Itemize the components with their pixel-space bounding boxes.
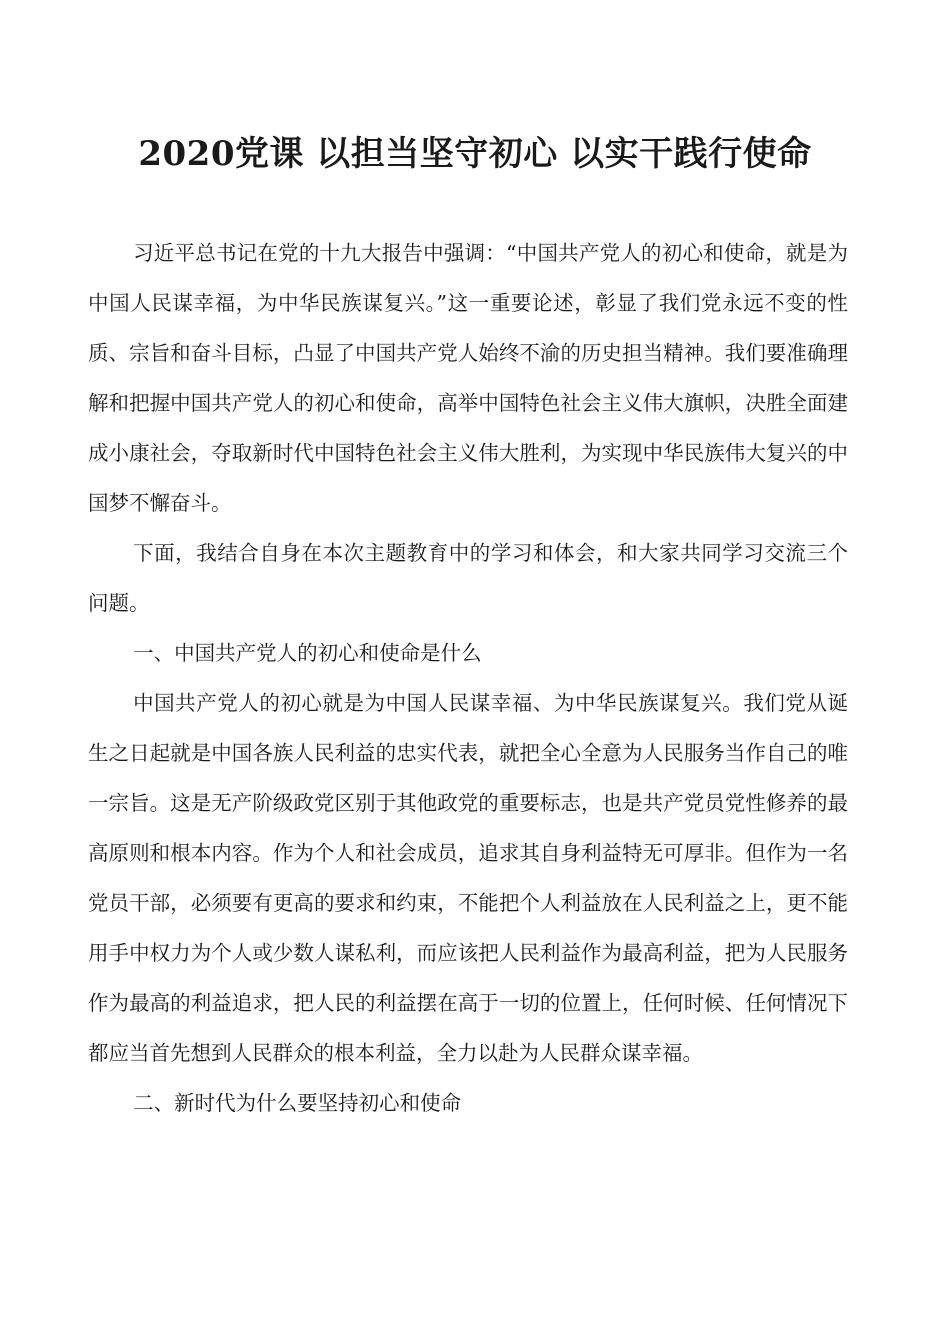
document-title: 2020党课 以担当坚守初心 以实干践行使命 xyxy=(138,134,812,174)
section-heading-1: 一、中国共产党人的初心和使命是什么 xyxy=(133,641,482,665)
section-heading-2: 二、新时代为什么要坚持初心和使命 xyxy=(133,1091,462,1115)
paragraph-section-1: 中国共产党人的初心就是为中国人民谋幸福、为中华民族谋复兴。我们党从诞生之日起就是中国各族人民利益的忠实代表，就把全心全意为人民服务当作自己的唯一宗旨。这是无产阶级政党区别于其他政党的重要标志，也是共产党员党性修养的最高原则和根本内容。作为个人和社会成员，追求其自身利益特无可厚非。但作为一名党员干部，必须要有更高的要求和约束，不能把个人利益放在人民利益之上，更不能用手中权力为个人或少数人谋私利，而应该把人民利益作为最高利益，把为人民服务作为最高的利益追求，把人民的利益摆在高于一切的位置上，任何时候、任何情况下都应当首先想到人民群众的根本利益，全力以赴为人民群众谋幸福。 xyxy=(88,691,848,1065)
paragraph-overview: 下面，我结合自身在本次主题教育中的学习和体会，和大家共同学习交流三个问题。 xyxy=(88,541,848,615)
paragraph-intro: 习近平总书记在党的十九大报告中强调：“中国共产党人的初心和使命，就是为中国人民谋幸福，为中华民族谋复兴。”这一重要论述，彰显了我们党永远不变的性质、宗旨和奋斗目标，凸显了中国共产党人始终不渝的历史担当精神。我们要准确理解和把握中国共产党人的初心和使命，高举中国特色社会主义伟大旗帜，决胜全面建成小康社会，夺取新时代中国特色社会主义伟大胜利，为实现中华民族伟大复兴的中国梦不懈奋斗。 xyxy=(88,241,848,515)
document-body xyxy=(88,228,848,1128)
